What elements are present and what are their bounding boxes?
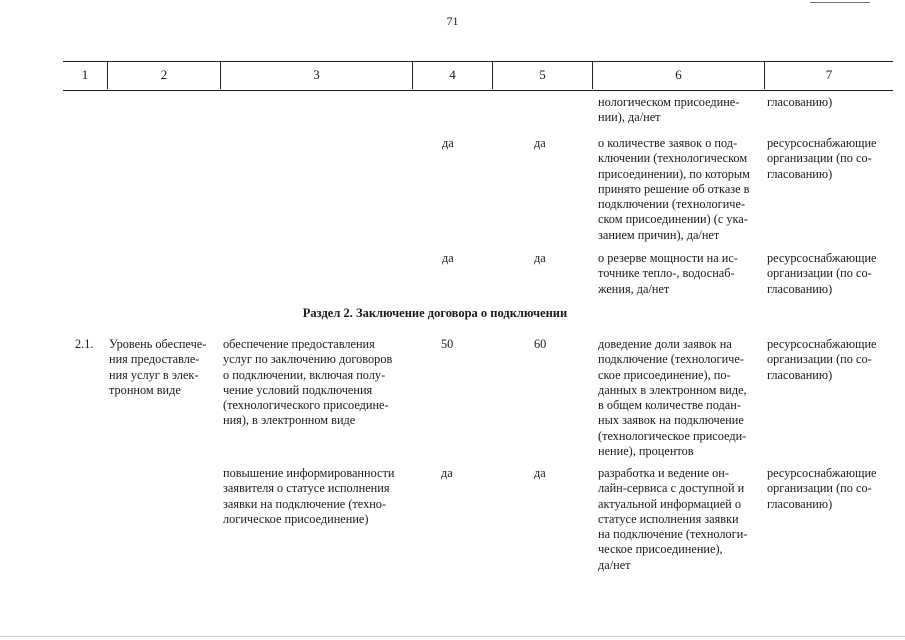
cell-rejections-col5: да [534,136,546,150]
text-line: (технологического присоедине- [223,398,389,413]
text-line: о подключении, включая полу- [223,367,386,382]
cell-reserve-col6 [598,251,760,297]
text-line: занием причин), да/нет [598,227,720,242]
cell-2-1-col4: 50 [441,337,454,351]
text-line: повышение информированности [223,466,395,480]
cell-reserve-col7 [767,251,892,297]
text-line: гласованию) [767,281,833,296]
text-line: о резерве мощности на ис- [598,251,738,265]
text-line: ское присоединение), по- [598,367,731,382]
text-line: присоединении), по которым [598,166,750,181]
header-col-5: 5 [539,67,546,82]
text-line: ных заявок на подключение [598,413,744,428]
text-line: гласованию) [767,166,833,181]
cell-2-1-col5: 60 [534,337,547,351]
text-line: о количестве заявок о под- [598,136,738,150]
cell-2-1-col7 [767,337,892,383]
text-line: ском присоединении) (с ука- [598,212,748,227]
header-col-1: 1 [81,67,89,82]
cell-2-1-number: 2.1. [75,337,94,351]
text-line: нение), процентов [598,444,694,459]
text-line: ресурсоснабжающие [767,136,877,150]
text-line: статусе исполнения заявки [598,511,739,526]
text-line: ресурсоснабжающие [767,466,877,480]
text-line: организации (по со- [767,266,872,281]
cell-awareness-col7 [767,466,892,512]
text-line: актуальной информацией о [598,496,741,511]
text-line: гласованию) [767,95,833,109]
text-line: ния предоставле- [109,352,200,367]
text-line: жения, да/нет [598,281,670,296]
text-line: Уровень обеспече- [109,337,207,351]
text-line: ресурсоснабжающие [767,337,877,351]
text-line: ключении (технологическом [598,151,748,166]
header-col-4: 4 [449,67,456,82]
text-line: организации (по со- [767,481,872,496]
cell-awareness-col5: да [534,466,546,480]
text-line: обеспечение предоставления [223,337,375,351]
page-number: 71 [446,14,459,28]
header-col-6: 6 [675,67,682,82]
text-line: ческое присоединение), [598,542,723,557]
header-col-2: 2 [160,67,168,82]
text-line: принято решение об отказе в [598,181,750,196]
cell-awareness-col4: да [441,466,453,480]
cell-2-1-col2 [109,337,217,398]
text-line: логическое присоединение) [223,511,369,526]
text-line: ния услуг в элек- [109,367,199,382]
text-line: (технологическое присоеди- [598,428,747,443]
text-line: нологическом присоедине- [598,95,740,109]
text-line: данных в электронном виде, [598,382,747,397]
cell-awareness-col6 [598,466,760,573]
section-title: Раздел 2. Заключение договора о подключении [302,306,568,320]
text-line: услуг по заключению договоров [223,352,393,367]
text-line: подключение (технологиче- [598,352,744,367]
text-line: в общем количестве подан- [598,398,741,413]
cell-continued-col7 [767,95,892,110]
cell-awareness-col3 [223,466,409,527]
cell-continued-col6 [598,95,758,126]
text-line: организации (по со- [767,352,872,367]
text-line: гласованию) [767,496,833,511]
cell-rejections-col7 [767,136,892,182]
text-line: лайн-сервиса с доступной и [598,481,745,496]
text-line: на подключение (технологи- [598,527,748,542]
header-col-7: 7 [825,67,833,82]
text-line: организации (по со- [767,151,872,166]
text-line: ресурсоснабжающие [767,251,877,265]
top-edge-line [810,2,870,3]
text-line: нии), да/нет [598,110,661,125]
cell-reserve-col5: да [534,251,546,265]
cell-reserve-col4: да [442,251,454,265]
text-line: тронном виде [109,382,181,397]
text-line: заявителя о статусе исполнения [223,481,390,496]
cell-rejections-col4: да [442,136,454,150]
text-line: чение условий подключения [223,382,373,397]
text-line: да/нет [598,557,631,572]
cell-2-1-col3 [223,337,409,429]
header-col-3: 3 [313,67,320,82]
cell-rejections-col6 [598,136,760,243]
text-line: точнике тепло-, водоснаб- [598,266,735,281]
cell-2-1-col6 [598,337,760,459]
text-line: подключении (технологиче- [598,197,746,212]
text-line: ния), в электронном виде [223,413,356,428]
text-line: доведение доли заявок на [598,337,732,351]
bottom-edge-line [0,636,905,637]
text-line: разработка и ведение он- [598,466,729,480]
text-line: заявки на подключение (техно- [223,496,387,511]
text-line: гласованию) [767,367,833,382]
